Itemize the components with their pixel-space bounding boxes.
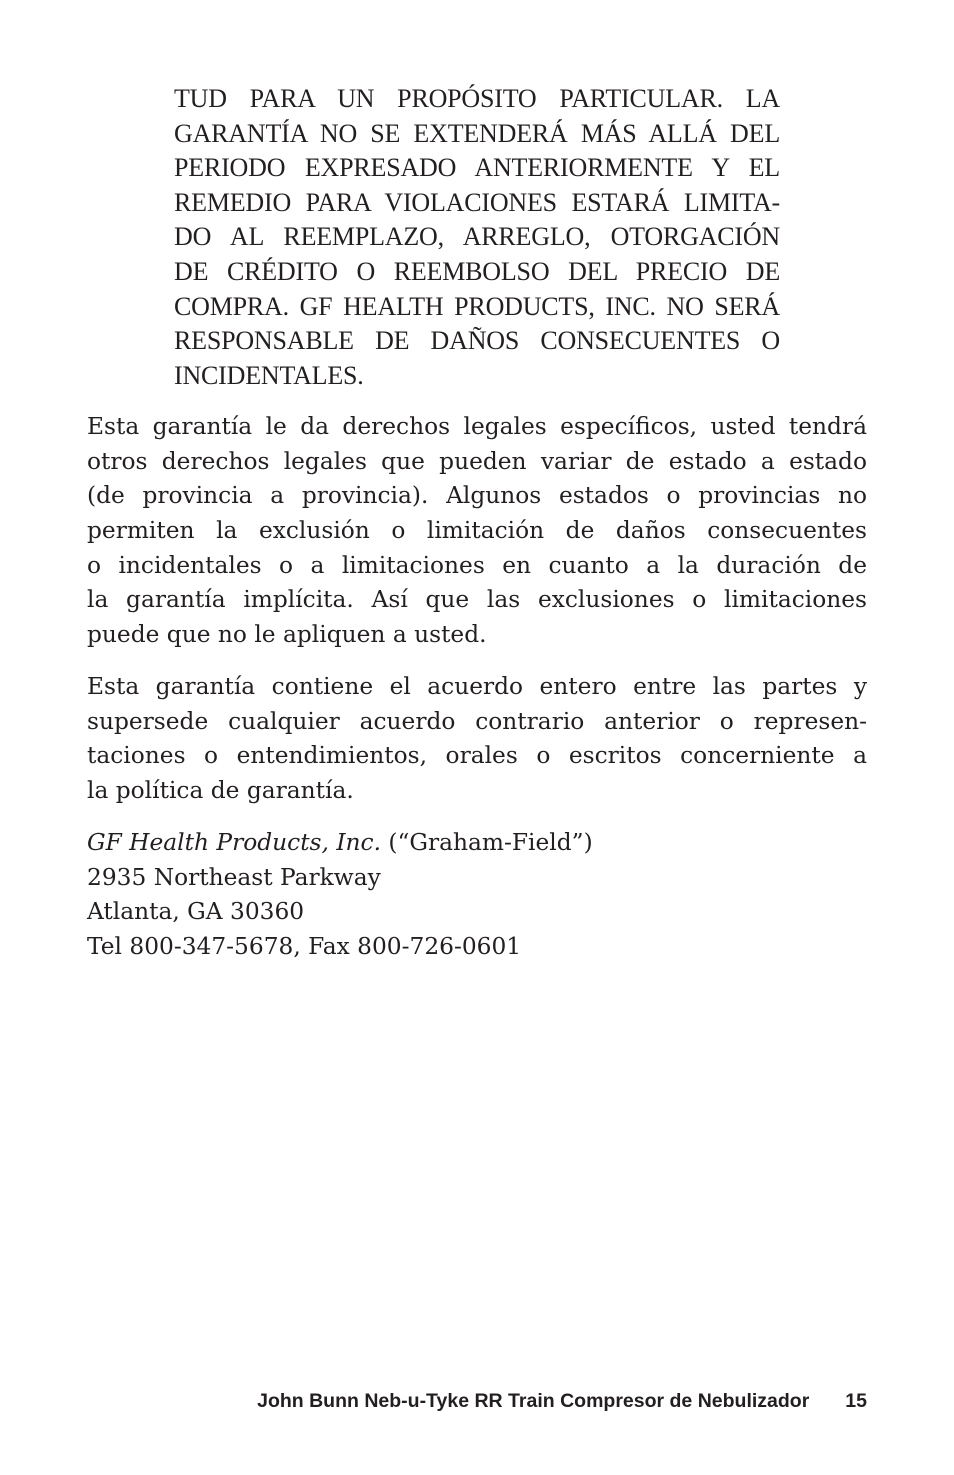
company-address — [87, 826, 787, 965]
warranty-line: REMEDIO PARA VIOLACIONES ESTARÁ LIMITA- — [174, 187, 780, 217]
company-line — [87, 826, 787, 861]
paragraph-line: supersede cualquier acuerdo contrario anterior o represen- — [87, 707, 867, 735]
page-number: 15 — [845, 1390, 867, 1412]
legal-rights-paragraph — [87, 410, 867, 653]
paragraph-line: otros derechos legales que pueden variar de estado a estado — [87, 447, 867, 475]
warranty-line: RESPONSABLE DE DAÑOS CONSECUENTES O — [174, 326, 780, 356]
footer-product-title: John Bunn Neb-u-Tyke RR Train Compresor de Nebulizador — [257, 1390, 810, 1412]
entire-agreement-paragraph — [87, 670, 867, 809]
warranty-line: DE CRÉDITO O REEMBOLSO DEL PRECIO DE — [174, 256, 780, 286]
warranty-line: PERIODO EXPRESADO ANTERIORMENTE Y EL — [174, 153, 780, 183]
paragraph-line: puede que no le apliquen a usted. — [87, 621, 487, 649]
company-alias: (“Graham-Field”) — [381, 829, 593, 856]
company-name: GF Health Products, Inc. — [87, 829, 381, 856]
warranty-line: INCIDENTALES. — [174, 360, 364, 390]
paragraph-line: la política de garantía. — [87, 777, 354, 805]
warranty-disclaimer-block — [174, 82, 780, 393]
paragraph-line: permiten la exclusión o limitación de daños consecuentes — [87, 517, 867, 545]
warranty-line: COMPRA. GF HEALTH PRODUCTS, INC. NO SERÁ — [174, 291, 780, 321]
paragraph-line: Esta garantía le da derechos legales específicos, usted tendrá — [87, 413, 867, 440]
paragraph-line: o incidentales o a limitaciones en cuanto a la duración de — [87, 551, 867, 579]
warranty-line: TUD PARA UN PROPÓSITO PARTICULAR. LA — [174, 84, 780, 113]
paragraph-line: la garantía implícita. Así que las exclusiones o limitaciones — [87, 586, 867, 614]
paragraph-line: Esta garantía contiene el acuerdo entero entre las partes y — [87, 673, 867, 700]
warranty-line: DO AL REEMPLAZO, ARREGLO, OTORGACIÓN — [174, 222, 780, 252]
phone-fax: Tel 800-347-5678, Fax 800-726-0601 — [87, 933, 522, 961]
page-footer — [150, 1387, 867, 1415]
paragraph-line: taciones o entendimientos, orales o escritos concerniente a — [87, 742, 867, 770]
paragraph-line: (de provincia a provincia). Algunos estados o provincias no — [87, 482, 867, 510]
warranty-line: GARANTÍA NO SE EXTENDERÁ MÁS ALLÁ DEL — [174, 118, 780, 148]
street-address: 2935 Northeast Parkway — [87, 863, 381, 891]
city-state-zip: Atlanta, GA 30360 — [87, 898, 305, 926]
